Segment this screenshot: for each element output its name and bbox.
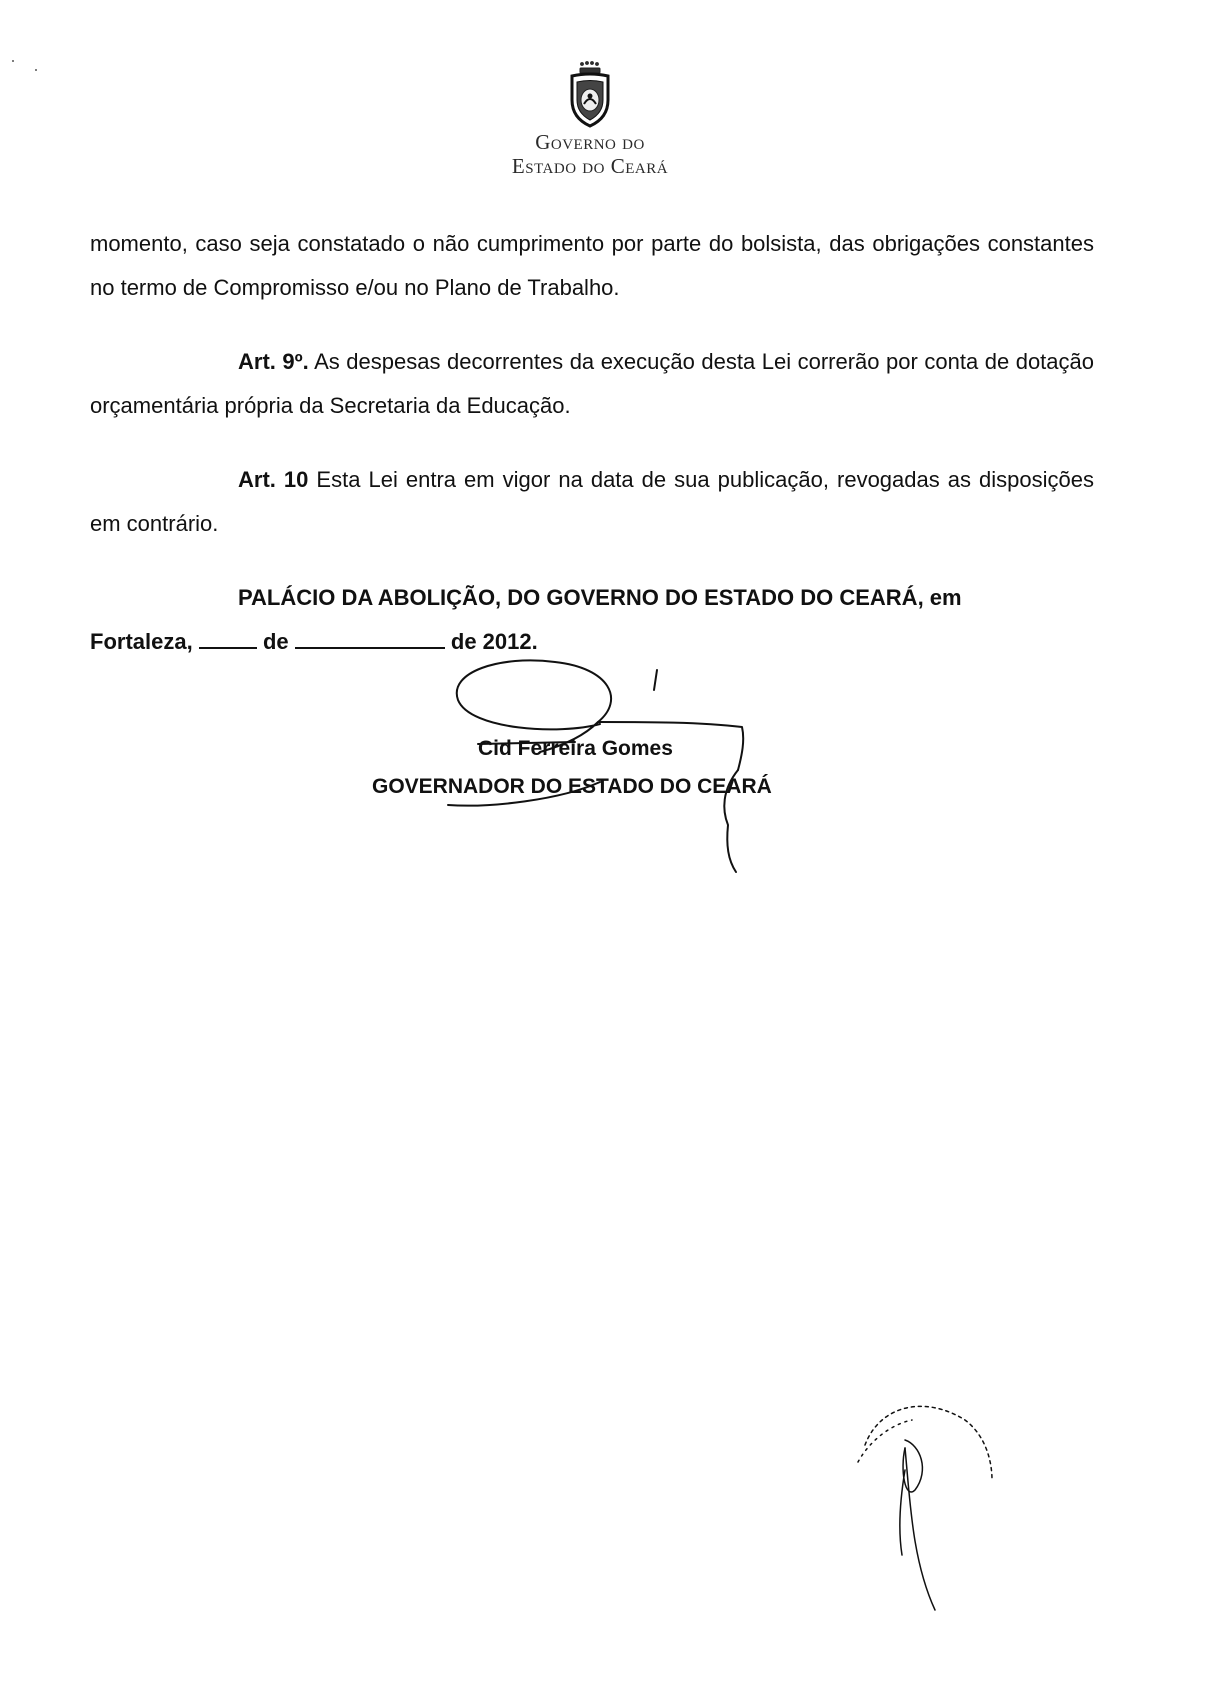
state-coat-of-arms-icon: [562, 60, 618, 130]
closing-year: de 2012.: [450, 629, 538, 654]
closing-city: Fortaleza,: [90, 629, 193, 654]
closing-line: PALÁCIO DA ABOLIÇÃO, DO GOVERNO DO ESTADO DO CEARÁ, em: [238, 585, 962, 610]
signatory-name: Cid Ferreira Gomes: [478, 737, 673, 760]
month-blank: [295, 646, 445, 649]
rubric-stamp-icon: [858, 1406, 992, 1610]
closing-de: de: [262, 629, 289, 654]
article-9: [90, 340, 1094, 428]
header-line-estado: Estado do Ceará: [511, 154, 669, 178]
header-line-governo: Governo do: [535, 130, 645, 154]
signature-tick: [654, 670, 657, 690]
article-10-text: Esta Lei entra em vigor na data de sua publicação, revogadas as disposições em contrário.: [90, 467, 1094, 536]
article-9-label: Art. 9º.: [238, 349, 309, 374]
article-9-text: As despesas decorrentes da execução desta Lei correrão por conta de dotação orçamentária própria da Secretaria da Educação.: [90, 349, 1094, 418]
closing-block: [90, 576, 1094, 664]
article-10-label: Art. 10: [238, 467, 309, 492]
signatory-title: GOVERNADOR DO ESTADO DO CEARÁ: [372, 775, 772, 798]
paragraph-continuation: momento, caso seja constatado o não cumprimento por parte do bolsista, das obrigações constantes no termo de Compromisso e/ou no Plano de Trabalho.: [90, 231, 1094, 300]
article-10: [90, 458, 1094, 546]
scan-specks: [10, 56, 50, 76]
day-blank: [199, 646, 257, 649]
